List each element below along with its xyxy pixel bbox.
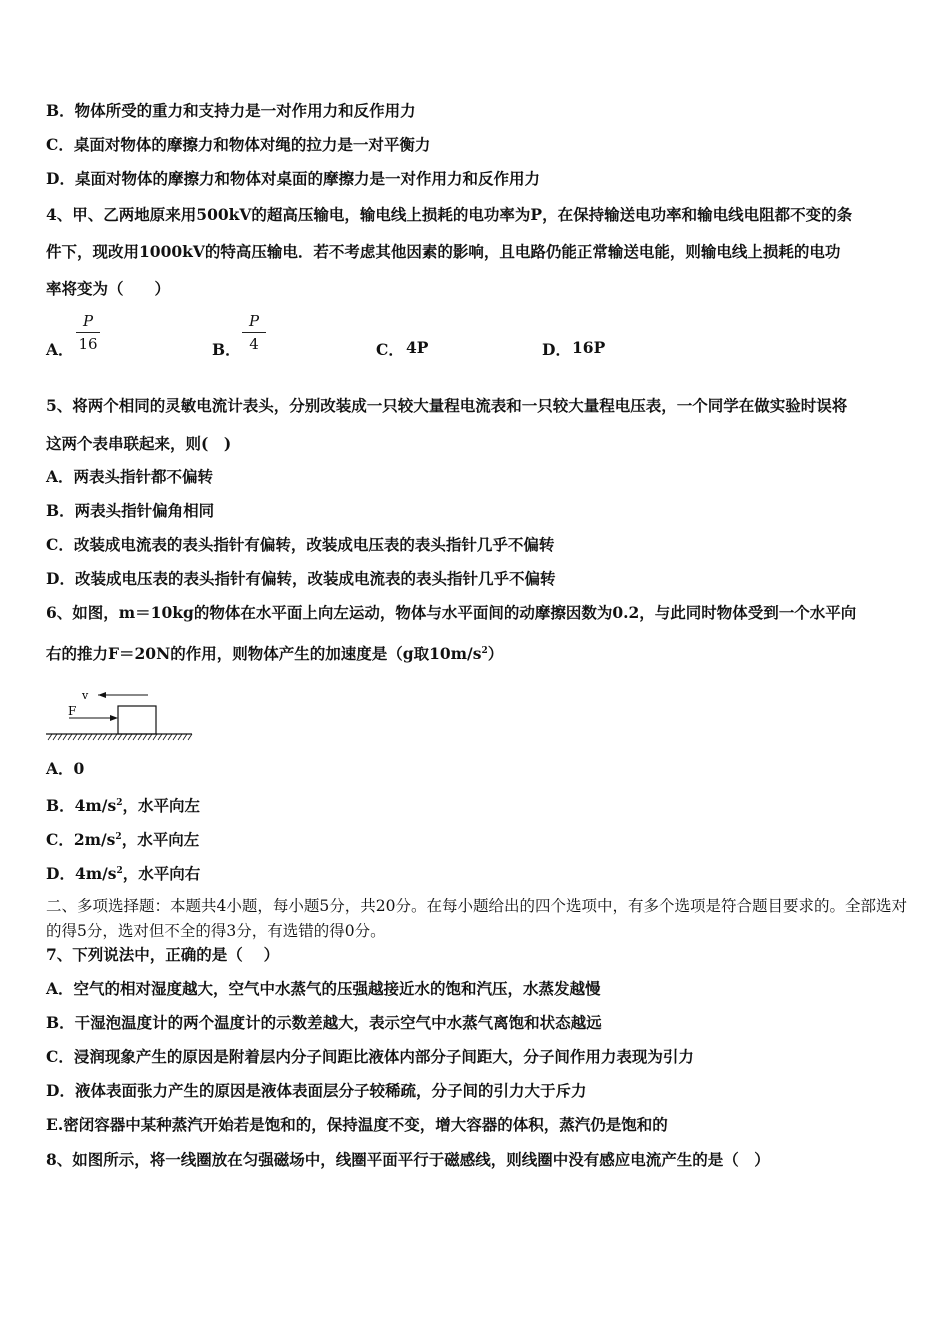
q5-option-b: B．两表头指针偏角相同 [46, 501, 215, 520]
q7-stem: 7、下列说法中，正确的是（ ） [46, 945, 280, 964]
q4-option-c-text: 4P [406, 338, 429, 357]
q5-stem-line1: 5、将两个相同的灵敏电流计表头，分别改装成一只较大量程电流表和一只较大量程电压表，一个同学在做实验时误将 [46, 396, 848, 415]
fraction-numerator: P [82, 312, 94, 330]
q4-option-a-fraction [76, 312, 100, 353]
q7-option-c: C．浸润现象产生的原因是附着层内分子间距比液体内部分子间距大，分子间作用力表现为引力 [46, 1047, 694, 1066]
q8-stem: 8、如图所示，将一线圈放在匀强磁场中，线圈平面平行于磁感线，则线圈中没有感应电流产生的是（ ） [46, 1150, 770, 1169]
q7-option-a: A．空气的相对湿度越大，空气中水蒸气的压强越接近水的饱和汽压，水蒸发越慢 [46, 979, 601, 998]
q6-stem-close: ） [487, 644, 504, 663]
fraction-numerator: P [248, 312, 260, 330]
q4-option-d-text: 16P [572, 338, 606, 357]
q4-options [46, 312, 906, 360]
ground-hatching [48, 734, 192, 740]
q6-option-c-value: C．2m/s [46, 830, 116, 849]
q4-option-a-label: A． [46, 340, 74, 359]
q6-stem-line2 [46, 641, 503, 664]
superscript: 2 [115, 832, 122, 842]
q6-stem-text: 右的推力F＝20N的作用，则物体产生的加速度是（g取10m/s [46, 644, 482, 663]
velocity-label: v [82, 689, 89, 702]
q6-option-b [46, 793, 200, 816]
q7-option-d: D．液体表面张力产生的原因是液体表面层分子较稀疏，分子间的引力大于斥力 [46, 1081, 587, 1100]
force-arrowhead [110, 715, 118, 721]
q6-option-d-value: D．4m/s [46, 864, 117, 883]
q4-option-c-label: C． [376, 340, 404, 359]
q5-stem-line2: 这两个表串联起来，则( ) [46, 434, 232, 453]
superscript: 2 [481, 646, 488, 656]
q6-option-a: A．0 [46, 759, 85, 778]
force-label: F [68, 704, 77, 718]
q6-option-b-direction: ，水平向左 [122, 796, 200, 815]
q5-option-a: A．两表头指针都不偏转 [46, 467, 214, 486]
q5-option-c: C．改装成电流表的表头指针有偏转，改装成电压表的表头指针几乎不偏转 [46, 535, 555, 554]
q3-option-c: C．桌面对物体的摩擦力和物体对绳的拉力是一对平衡力 [46, 135, 431, 154]
section-2-instructions: 二、多项选择题：本题共4小题，每小题5分，共20分。在每小题给出的四个选项中，有多个选项是符合题目要求的。全部选对的得5分，选对但不全的得3分，有选错的得0分。 [46, 897, 907, 940]
fraction-denominator: 4 [249, 335, 259, 353]
superscript: 2 [116, 866, 123, 876]
q4-stem-line1: 4、甲、乙两地原来用500kV的超高压输电，输电线上损耗的电功率为P，在保持输送电功率和输电线电阻都不变的条 [46, 205, 853, 224]
fraction-bar [242, 332, 266, 333]
q5-option-d: D．改装成电压表的表头指针有偏转，改装成电流表的表头指针几乎不偏转 [46, 569, 556, 588]
q7-option-e: E.密闭容器中某种蒸汽开始若是饱和的，保持温度不变，增大容器的体积，蒸汽仍是饱和的 [46, 1115, 668, 1134]
block [118, 706, 156, 734]
q4-option-b-label: B． [212, 340, 241, 359]
q7-option-b: B．干湿泡温度计的两个温度计的示数差越大，表示空气中水蒸气离饱和状态越远 [46, 1013, 602, 1032]
q3-option-d: D．桌面对物体的摩擦力和物体对桌面的摩擦力是一对作用力和反作用力 [46, 169, 540, 188]
superscript: 2 [116, 798, 123, 808]
q4-stem-line2: 件下，现改用1000kV的特高压输电．若不考虑其他因素的影响，且电路仍能正常输送电能，则输电线上损耗的电功 [46, 242, 841, 261]
q4-option-b-fraction [242, 312, 266, 353]
q6-option-d [46, 861, 200, 884]
q6-option-c-direction: ，水平向左 [121, 830, 200, 849]
fraction-denominator: 16 [78, 335, 98, 353]
q6-option-c [46, 827, 199, 850]
q6-option-b-value: B．4m/s [46, 796, 117, 815]
q4-stem-line3: 率将变为（ ） [46, 279, 171, 298]
q6-stem-line1: 6、如图，m＝10kg的物体在水平面上向左运动，物体与水平面间的动摩擦因数为0.2，与此同时物体受到一个水平向 [46, 603, 857, 622]
velocity-arrowhead [98, 692, 106, 698]
q6-figure [44, 684, 196, 744]
q6-option-d-direction: ，水平向右 [122, 864, 201, 883]
q4-option-d-label: D． [542, 340, 571, 359]
fraction-bar [76, 332, 100, 333]
q3-option-b: B．物体所受的重力和支持力是一对作用力和反作用力 [46, 101, 416, 120]
